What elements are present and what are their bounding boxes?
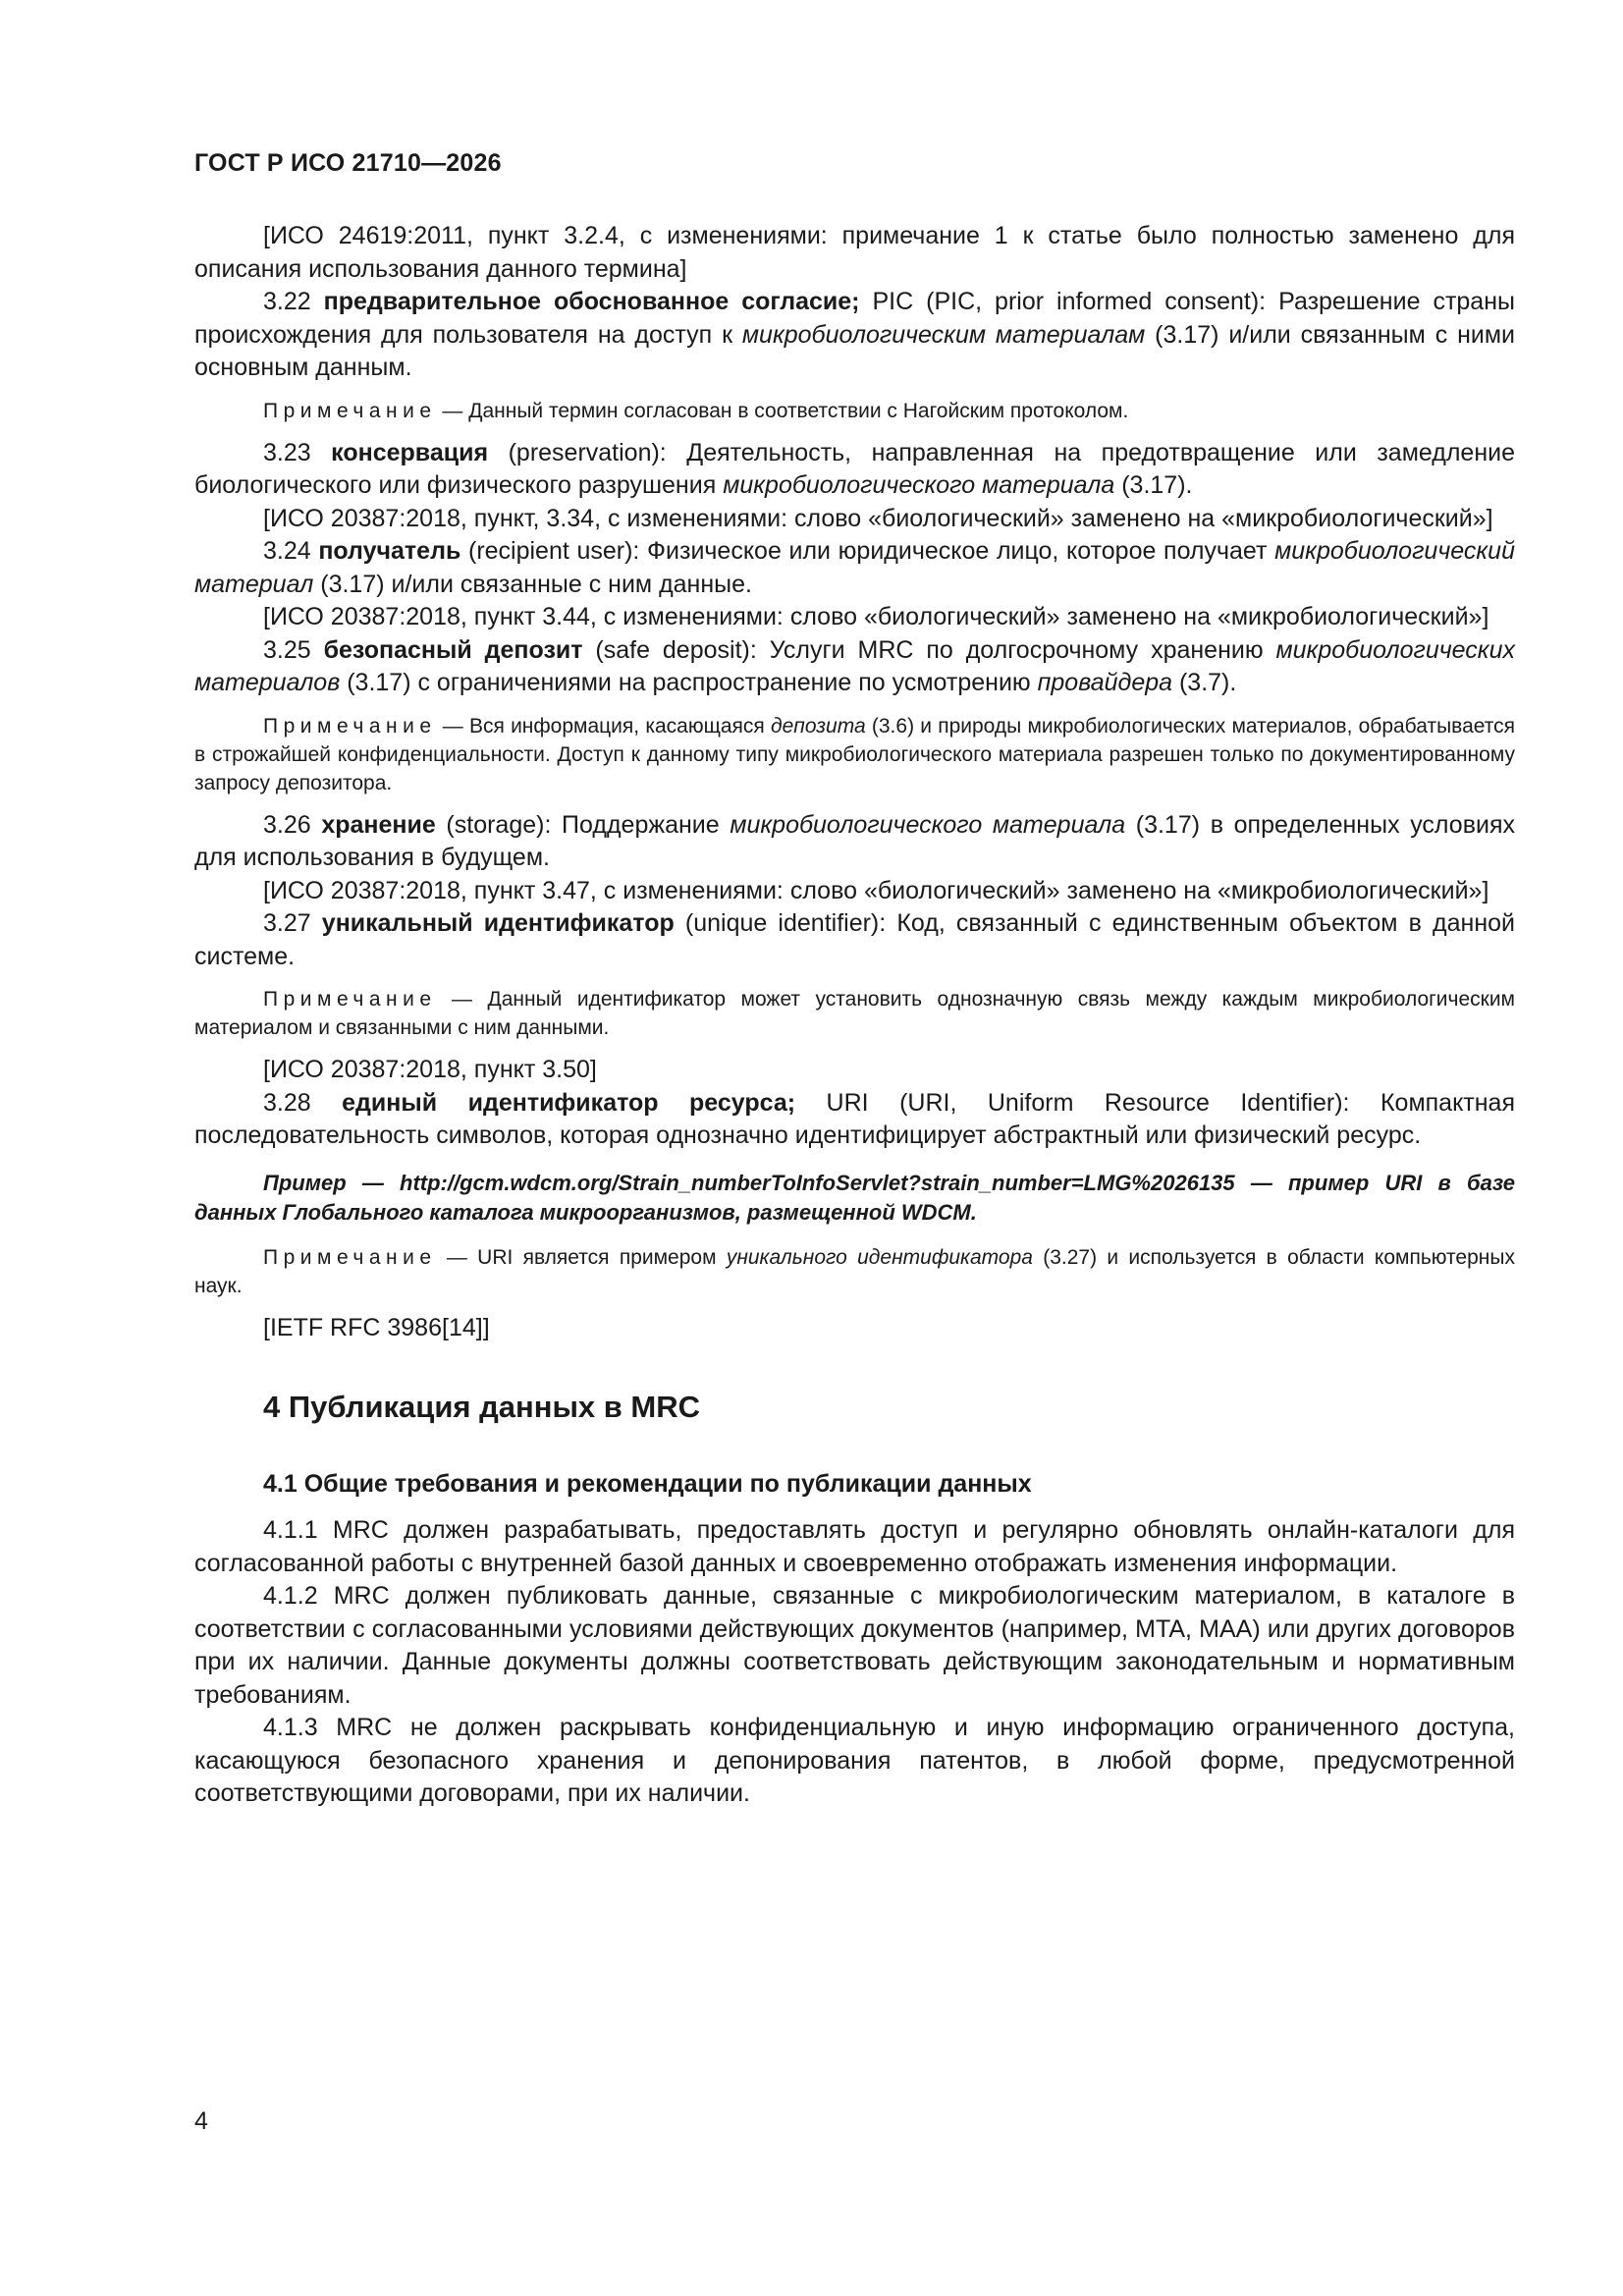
term-3-25: 3.25 безопасный депозит (safe deposit): Услуги MRC по долгосрочному хранению микробиологических материалов (3.17) с ограничениями на распространение по усмотрению провайдера (3.7).	[194, 635, 1515, 696]
term-3-22: 3.22 предварительное обоснованное согласие; PIC (PIC, prior informed consent): Разрешение страны происхождения для пользователя на доступ к микробиологическим материалам (3.17) и/или связанным с ними основным данным.	[194, 288, 1516, 381]
term-3-26: 3.26 хранение (storage): Поддержание микробиологического материала (3.17) в определенных условиях для использования в будущем.	[194, 810, 1515, 871]
term-title: получатель	[318, 537, 461, 565]
term-3-27: 3.27 уникальный идентификатор (unique identifier): Код, связанный с единственным объектом в данной системе.	[194, 909, 1515, 970]
clause-4-1-3: 4.1.3 MRC не должен раскрывать конфиденциальную и иную информацию ограниченного доступа, касающуюся безопасного хранения и депонирования патентов, в любой форме, предусмотренной соответствующими договорами, при их наличии.	[194, 1714, 1515, 1807]
note-label: Примечание	[263, 399, 437, 422]
note-label: Примечание	[263, 988, 437, 1011]
section-heading-4: 4 Публикация данных в MRC	[263, 1390, 701, 1424]
note-3-22: Примечание — Данный термин согласован в соответствии с Нагойским протоколом.	[263, 399, 1129, 422]
term-3-28: 3.28 единый идентификатор ресурса; URI (URI, Uniform Resource Identifier): Компактная последовательность символов, которая однозначно идентифицирует абстрактный или физический ресурс.	[194, 1088, 1515, 1149]
source-reference: [IETF RFC 3986[14]]	[263, 1313, 490, 1341]
term-title: единый идентификатор ресурса;	[342, 1088, 796, 1117]
source-reference: [ИСО 20387:2018, пункт 3.47, с изменениями: слово «биологический» заменено на «микробиологический»]	[263, 876, 1489, 904]
source-reference: [ИСО 24619:2011, пункт 3.2.4, с изменениями: примечание 1 к статье было полностью заменено для описания использования данного термина]	[194, 222, 1515, 283]
note-3-28: Примечание — URI является примером уникального идентификатора (3.27) и используется в области компьютерных наук.	[194, 1245, 1515, 1297]
source-reference: [ИСО 20387:2018, пункт 3.50]	[263, 1056, 597, 1083]
term-title: предварительное обоснованное согласие;	[323, 288, 860, 315]
clause-4-1-2: 4.1.2 MRC должен публиковать данные, связанные с микробиологическим материалом, в каталоге в соответствии с согласованными условиями действующих документов (например, MTA, MAA) или других договоров при их наличии. Данные документы должны соответствовать действующим законодательным и нормативным требованиям.	[194, 1582, 1515, 1709]
document-header: ГОСТ Р ИСО 21710—2026	[194, 149, 502, 177]
document-body	[194, 220, 1515, 1811]
term-title: консервация	[331, 438, 489, 466]
term-3-23: 3.23 консервация (preservation): Деятельность, направленная на предотвращение или замедление биологического или физического разрушения микробиологического материала (3.17).	[194, 438, 1515, 499]
term-title: хранение	[321, 810, 436, 839]
subsection-heading-4-1: 4.1 Общие требования и рекомендации по публикации данных	[263, 1470, 1032, 1498]
example-uri: Пример — http://gcm.wdcm.org/Strain_numberToInfoServlet?strain_number=LMG%2026135 — пример URI в базе данных Глобального каталога микроорганизмов, размещенной WDCM.	[194, 1170, 1515, 1225]
source-reference: [ИСО 20387:2018, пункт, 3.34, с изменениями: слово «биологический» заменено на «микробиологический»]	[263, 504, 1493, 532]
page-number: 4	[194, 2107, 208, 2135]
note-label: Примечание	[263, 714, 437, 738]
clause-4-1-1: 4.1.1 MRC должен разрабатывать, предоставлять доступ и регулярно обновлять онлайн-каталоги для согласованной работы с внутренней базой данных и своевременно отображать изменения информации.	[194, 1516, 1515, 1577]
note-3-25: Примечание — Вся информация, касающаяся депозита (3.6) и природы микробиологических материалов, обрабатывается в строжайшей конфиденциальности. Доступ к данному типу микробиологического материала разрешен только по документированному запросу депозитора.	[194, 714, 1515, 794]
term-title: уникальный идентификатор	[321, 909, 675, 937]
term-title: безопасный депозит	[323, 635, 583, 664]
term-3-24: 3.24 получатель (recipient user): Физическое или юридическое лицо, которое получает микробиологический материал (3.17) и/или связанные с ним данные.	[194, 537, 1515, 598]
source-reference: [ИСО 20387:2018, пункт 3.44, с изменениями: слово «биологический» заменено на «микробиологический»]	[263, 603, 1489, 630]
note-3-27: Примечание — Данный идентификатор может установить однозначную связь между каждым микробиологическим материалом и связанными с ним данными.	[194, 988, 1515, 1039]
note-label: Примечание	[263, 1245, 437, 1269]
